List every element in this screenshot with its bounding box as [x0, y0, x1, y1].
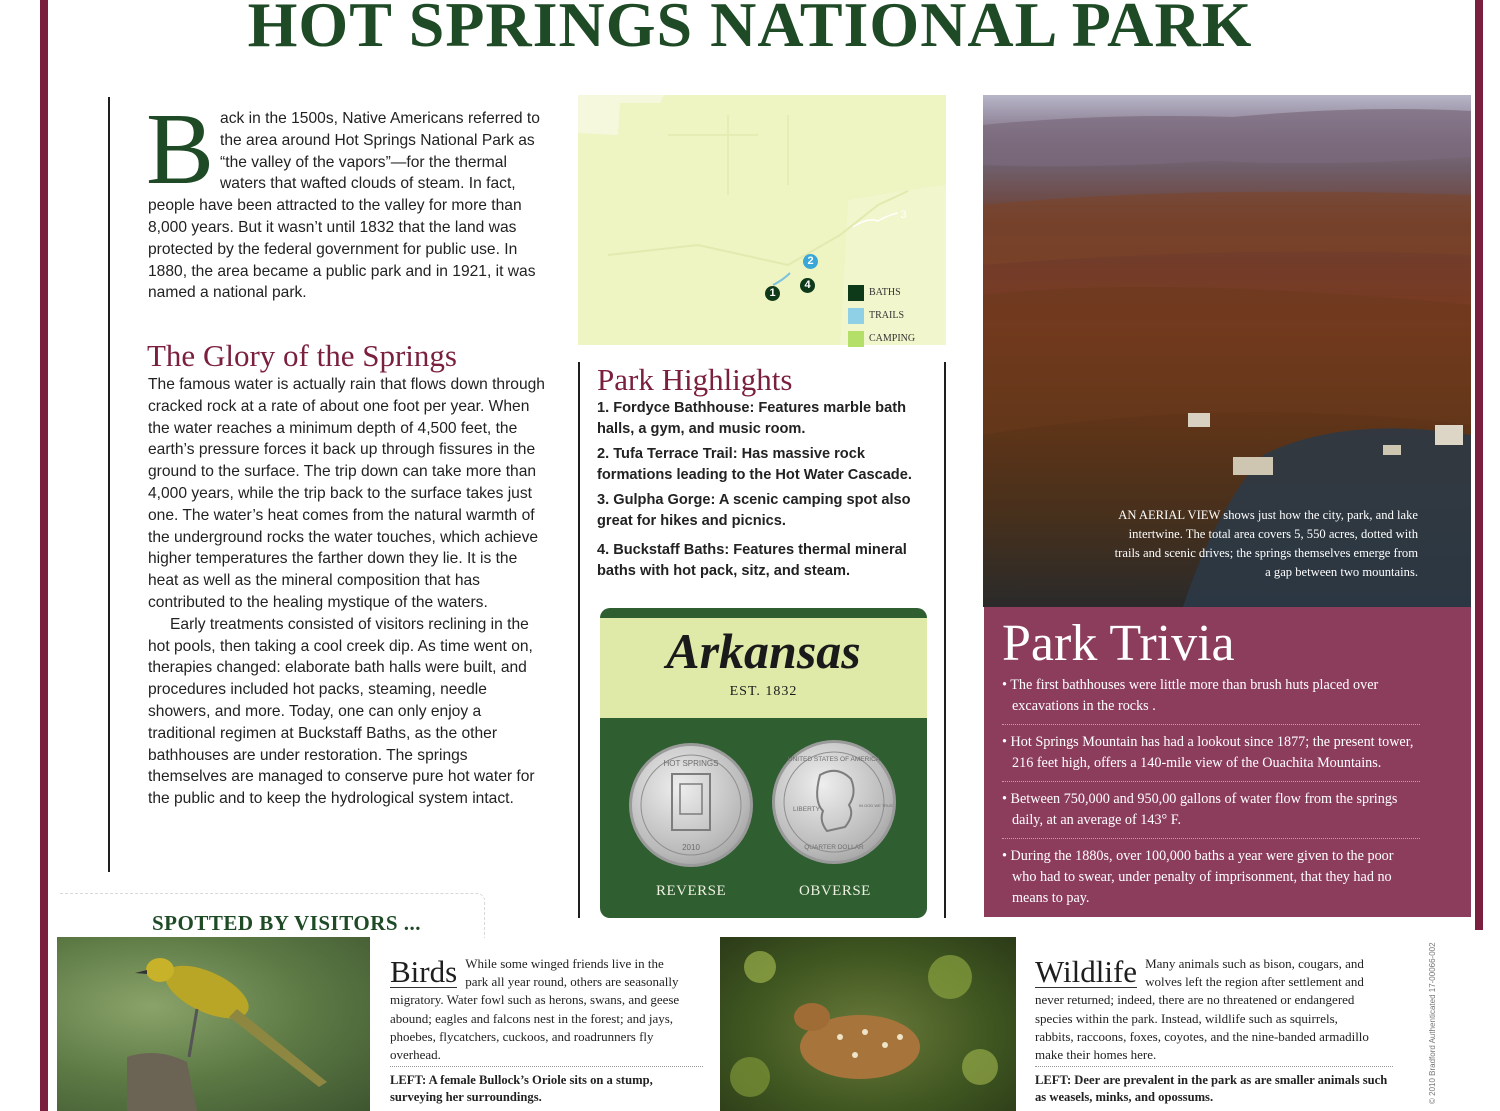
trivia-item: • Between 750,000 and 950,00 gallons of water flow from the springs daily, at an average of 143° F.: [1002, 789, 1420, 839]
glory-paragraph-1: The famous water is actually rain that flows down through cracked rock at a rate of about one foot per year. When the water reaches a minimum depth of 4,500 feet, the earth’s pressure forces it back up through fissures in the ground to the surface. The trip down can take more than 4,000 years, while the trip back to the surface takes just one. The water’s heat comes from the natural warmth of the underground rocks the water touches, which achieve higher temperatures the farther down they lie. It is the heat as well as the mineral composition that has contributed to the healing mystique of the waters.: [148, 376, 545, 611]
highlights-heading: Park Highlights: [597, 362, 793, 397]
coin-obverse-rim-bottom: QUARTER DOLLAR: [804, 844, 864, 851]
legend-swatch-camping: [848, 331, 864, 347]
coin-panel: [600, 608, 927, 918]
coin-reverse: [629, 743, 753, 867]
map-marker-3: 3: [900, 209, 907, 221]
coin-obverse-design: [775, 743, 893, 861]
wildlife-caption: LEFT: Deer are prevalent in the park as are smaller animals such as weasels, minks, and opossums.: [1035, 1066, 1393, 1106]
highlights-rule-left: [578, 362, 580, 918]
deer-photo-scene: [720, 937, 1016, 1111]
glory-body: [148, 374, 548, 810]
intro-text: ack in the 1500s, Native Americans referred to the area around Hot Springs National Park as “the valley of the vapors”—for the thermal waters that wafted clouds of steam. In fact, people have been attracted to the valley for more than 8,000 years. But it wasn’t until 1832 that the land was protected by the federal government for public use. In 1880, the area became a public park and in 1921, it was named a national park.: [148, 110, 540, 302]
coin-panel-header: [600, 618, 927, 718]
left-border: [40, 0, 48, 1111]
legend-label-trails: TRAILS: [869, 310, 904, 321]
wildlife-section: [1035, 955, 1370, 1064]
column-rule-left: [108, 97, 110, 872]
page-margin: [0, 0, 40, 1111]
legend-swatch-trails: [848, 308, 864, 324]
legend-label-camping: CAMPING: [869, 333, 916, 344]
state-name: Arkansas: [666, 623, 861, 679]
trivia-list: [1002, 675, 1420, 923]
right-border: [1475, 0, 1483, 930]
map-marker-2: 2: [803, 254, 818, 269]
trivia-item: • The first bathhouses were little more than brush huts placed over excavations in the rocks .: [1002, 675, 1420, 725]
coin-obverse-rim-top: UNITED STATES OF AMERICA: [787, 756, 881, 763]
glory-heading: The Glory of the Springs: [147, 338, 457, 373]
coin-obverse-label: OBVERSE: [799, 883, 871, 899]
spotted-heading: SPOTTED BY VISITORS ...: [152, 911, 422, 935]
highlight-item: 3. Gulpha Gorge: A scenic camping spot also great for hikes and picnics.: [597, 492, 911, 529]
bird-photo: [57, 937, 370, 1111]
trivia-item: • Hot Springs Mountain has had a lookout since 1877; the present tower, 216 feet high, offers a 140-mile view of the Ouachita Mountains.: [1002, 732, 1420, 782]
legend-camping: [848, 327, 915, 350]
trivia-heading: Park Trivia: [1002, 615, 1235, 672]
map-legend: [848, 281, 915, 350]
wildlife-heading: Wildlife: [1035, 954, 1138, 989]
coin-obverse-motto: IN GOD WE TRUST: [859, 803, 893, 808]
highlights-rule-right: [944, 362, 946, 918]
legend-trails: [848, 304, 915, 327]
highlights-list: [597, 398, 941, 586]
birds-section: [390, 955, 685, 1064]
legend-baths: [848, 281, 915, 304]
coin-reverse-label: REVERSE: [656, 883, 727, 899]
wildlife-text: Many animals such as bison, cougars, and wolves left the region after settlement and never returned; indeed, there are no threatened or endangered species within the park. Instead, wildlife such as squirrels, rabbits, raccoons, foxes, coyotes, and the nine-banded armadillo make their homes here.: [1035, 956, 1369, 1063]
map-marker-1: 1: [765, 286, 780, 301]
highlight-item: 4. Buckstaff Baths: Features thermal mineral baths with hot pack, sitz, and steam.: [597, 542, 907, 579]
coin-reverse-rim-text: HOT SPRINGS: [663, 759, 719, 768]
deer-photo: [720, 937, 1016, 1111]
coin-reverse-year: 2010: [682, 843, 700, 852]
glory-paragraph-2: Early treatments consisted of visitors reclining in the hot pools, then taking a cool creek dip. As time went on, therapies changed: elaborate bath halls were built, and procedures included hot packs, steaming, needle showers, and more. Today, one can only enjoy a traditional regimen at Buckstaff Baths, as the other bathhouses are under restoration. The springs themselves are managed to conserve pure hot water for the public and to keep the hydrological system intact.: [148, 615, 535, 808]
legend-swatch-baths: [848, 285, 864, 301]
highlight-item: 2. Tufa Terrace Trail: Has massive rock formations leading to the Hot Water Cascade.: [597, 446, 912, 483]
map-marker-4: 4: [800, 278, 815, 293]
birds-heading: Birds: [390, 954, 458, 989]
coin-obverse-liberty: LIBERTY: [793, 806, 820, 813]
state-established: EST. 1832: [729, 684, 798, 699]
coin-obverse: [772, 740, 896, 864]
copyright-notice: © 2010 Bradford Authenticated 17-00066-002: [1428, 942, 1437, 1104]
highlight-item: 1. Fordyce Bathhouse: Features marble bath halls, a gym, and music room.: [597, 400, 906, 437]
drop-cap: B: [146, 93, 215, 206]
bird-photo-scene: [57, 937, 370, 1111]
aerial-caption: AN AERIAL VIEW shows just how the city, park, and lake intertwine. The total area covers 5, 550 acres, dotted with trails and scenic drives; the springs themselves emerge from a gap between two mountains.: [1114, 508, 1418, 579]
birds-caption: LEFT: A female Bullock’s Oriole sits on a stump, surveying her surroundings.: [390, 1066, 703, 1106]
legend-label-baths: BATHS: [869, 287, 901, 298]
page-title: HOT SPRINGS NATIONAL PARK: [247, 0, 1253, 60]
coin-reverse-design: [632, 746, 750, 864]
intro-paragraph: [146, 93, 548, 304]
birds-text: While some winged friends live in the park all year round, others are seasonally migratory. Water fowl such as herons, swans, and geese abound; eagles and falcons nest in the forest; and jays, phoebes, flycatchers, cuckoos, and roadrunners fly overhead.: [390, 956, 680, 1063]
trivia-item: • During the 1880s, over 100,000 baths a year were given to the poor who had to swear, under penalty of imprisonment, that they had no means to pay.: [1002, 848, 1394, 906]
